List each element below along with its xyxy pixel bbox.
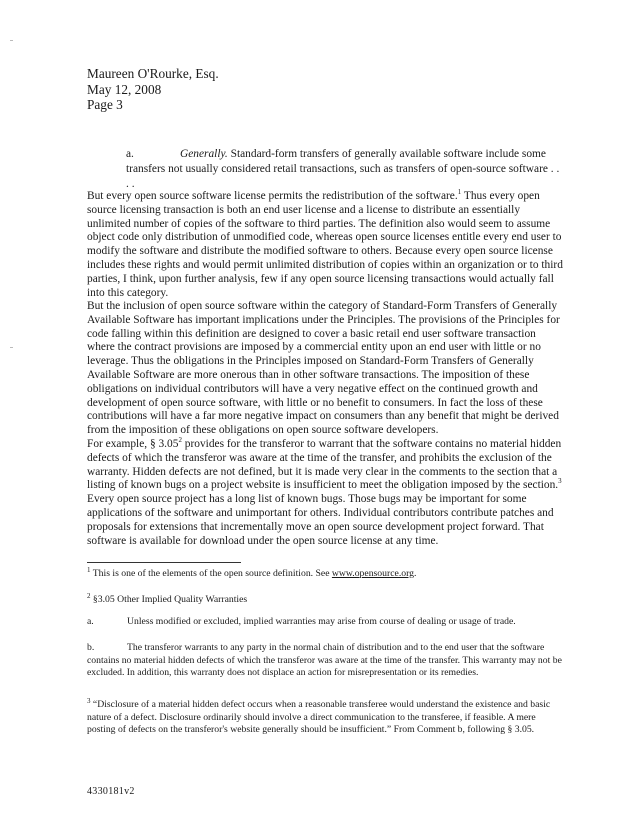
footnote-sub-marker: b. <box>87 642 95 653</box>
footnote-ref-3[interactable]: 3 <box>558 477 562 486</box>
footnote-text: Unless modified or excluded, implied warranties may arise from course of dealing or usage of trade. <box>127 616 516 627</box>
paragraph-implications <box>87 300 563 438</box>
footnote-2 <box>87 591 565 607</box>
footnote-text: This is one of the elements of the open source definition. See <box>92 568 330 579</box>
footnote-text: “Disclosure of a material hidden defect occurs when a reasonable transferee would understand the existence and basic nature of a defect. Disclosure ordinarily should involve a direct communication to the transferee, if feasible. A mere posting of defects on the transferor's website generally should be insufficient.” From Comment b, following § 3.05. <box>87 699 551 736</box>
footnote-marker: 3 <box>87 696 91 705</box>
paragraph-text: Every open source project has a long list of known bugs. Those bugs may be important for some applications of the software and unimportant for others. Individual contributors contribute patches and proposals for extensions that incrementally move an open source development project forward. That software is available for download under the open source license at any time. <box>87 493 554 547</box>
footnote-2-item-a <box>87 616 565 629</box>
paragraph-text: provides for the transferor to warrant that the software contains no material hidden defects of which the transferor was aware at the time of the transfer, and prohibits the exclusion of the warranty. Hidden defects are not defined, but it is made very clear in the comments to the section that a listing of known bugs on a project website is insufficient to meet the obligation imposed by the section. <box>87 438 562 492</box>
scan-artifact <box>10 347 13 348</box>
footnote-ref-2[interactable]: 2 <box>178 436 182 445</box>
item-marker: a. <box>126 148 134 160</box>
item-title: Generally. <box>180 148 228 160</box>
footnote-sub-marker: a. <box>87 616 94 627</box>
paragraph-text: But the inclusion of open source software within the category of Standard-Form Transfers of Generally Available Software has important implications under the Principles. The provisions of the Principles for code falling within this definition are designed to cover a basic retail end user software transaction where the contract provisions are imposed by a commercial entity upon an end user with little or no leverage. Thus the obligations in the Principles imposed on Standard-Form Transfers of Generally Available Software are more onerous than in other software transactions. The imposition of these obligations on individual contributors will have a very negative effect on the continued growth and development of open source software, with little or no benefit to consumers. In fact the loss of these contributions will have a far more negative impact on consumers than any benefit that might be derived from the imposition of these obligations on open source software developers. <box>87 300 560 437</box>
paragraph-text: But every open source software license permits the redistribution of the software. <box>87 190 458 202</box>
letter-header <box>87 66 219 113</box>
footnote-3 <box>87 696 565 737</box>
paragraph-text: For example, § 3.05 <box>87 438 179 450</box>
footnote-marker: 1 <box>87 565 91 574</box>
footnote-marker: 2 <box>87 591 91 600</box>
footnote-2-item-b <box>87 642 565 680</box>
item-text: Standard-form transfers of generally available software include some transfers not usually considered retail transactions, such as transfers of open-source software . . . . <box>126 148 560 190</box>
footnote-text: §3.05 Other Implied Quality Warranties <box>92 594 248 605</box>
footnote-text: The transferor warrants to any party in the normal chain of distribution and to the end user that the software contains no material hidden defects of which the transferor was aware at the time of the transfer. This warranty may not be excluded. In addition, this warranty does not displace an action for misrepresentation or its remedies. <box>87 642 562 679</box>
footnote-1 <box>87 565 565 581</box>
footnote-ref-1[interactable]: 1 <box>457 188 462 197</box>
recipient-name: Maureen O'Rourke, Esq. <box>87 66 219 81</box>
quoted-item-a <box>126 147 562 191</box>
scan-artifact <box>10 40 13 41</box>
letter-date: May 12, 2008 <box>87 81 162 97</box>
paragraph-example <box>87 438 563 548</box>
footnote-punctuation: . <box>413 568 417 579</box>
document-number: 4330181v2 <box>87 786 135 797</box>
opensource-link[interactable]: www.opensource.org <box>331 568 414 579</box>
footnote-divider <box>87 562 241 563</box>
paragraph-text: Thus every open source licensing transaction is both an end user license and a license to distribute an essentially unlimited number of copies of the software to third parties. The definition also would seem to assume object code only distribution of unmodified code, whereas open source licenses entitle every end user to modify the software and distribute the modified software to others. Because every open source license includes these rights and would permit unlimited distribution of copies within an organization or to third parties, I think, upon further analysis, few if any open source licensing transactions would actually fall into this category. <box>87 190 563 299</box>
page-number: Page 3 <box>87 97 123 112</box>
paragraph-redistribution <box>87 190 563 300</box>
